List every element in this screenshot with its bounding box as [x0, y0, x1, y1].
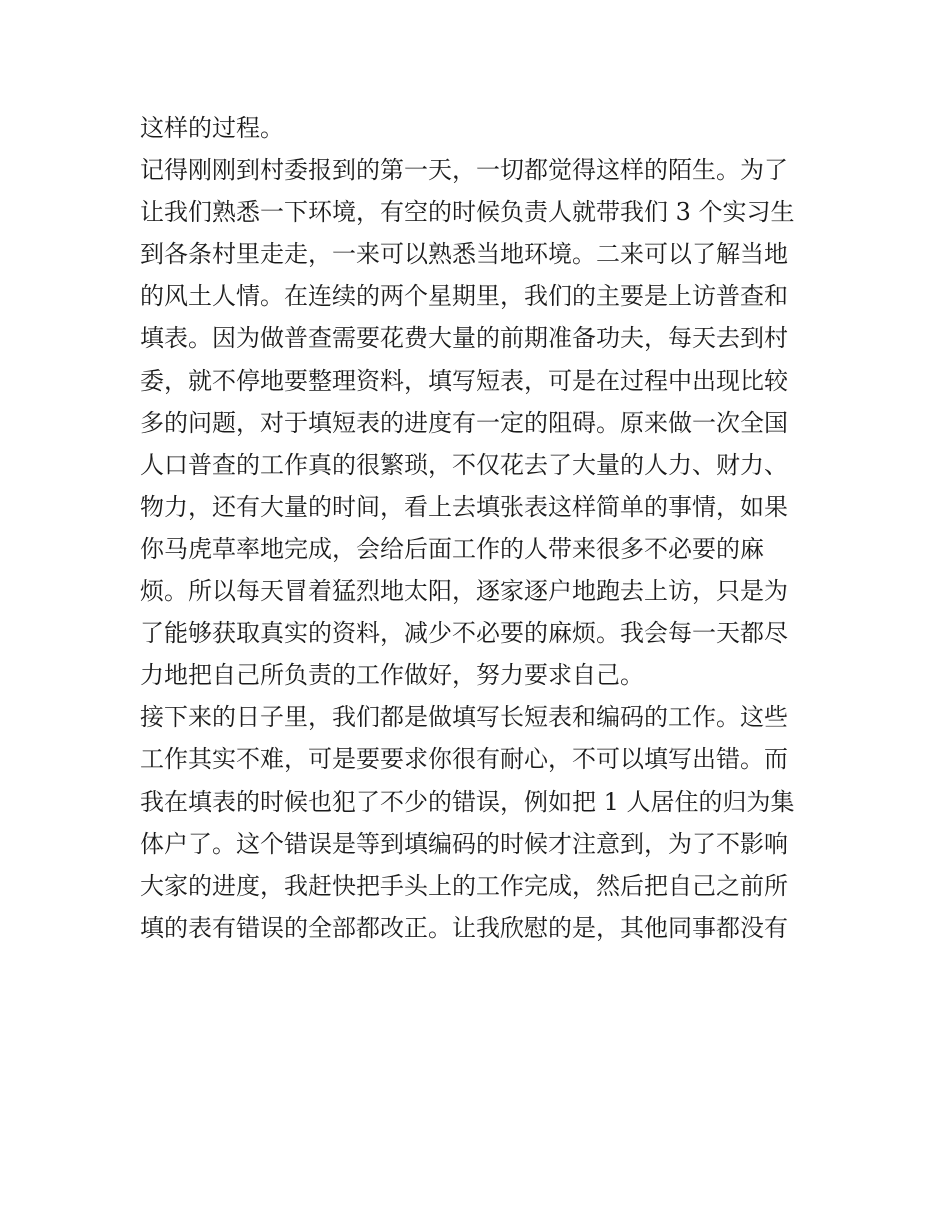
text-line: 烦。所以每天冒着猛烈地太阳，逐家逐户地跑去上访，只是为	[140, 577, 788, 606]
text-line: 力地把自己所负责的工作做好，努力要求自己。	[140, 661, 644, 690]
text-line: 填的表有错误的全部都改正。让我欣慰的是，其他同事都没有	[140, 913, 788, 942]
body-text	[140, 107, 820, 949]
text-line: 填表。因为做普查需要花费大量的前期准备功夫，每天去到村	[140, 324, 788, 353]
text-line: 记得刚刚到村委报到的第一天，一切都觉得这样的陌生。为了	[140, 156, 788, 185]
text-line: 工作其实不难，可是要要求你很有耐心，不可以填写出错。而	[140, 745, 788, 774]
text-line: 接下来的日子里，我们都是做填写长短表和编码的工作。这些	[140, 703, 788, 732]
text-line: 了能够获取真实的资料，减少不必要的麻烦。我会每一天都尽	[140, 619, 788, 648]
text-line: 的风土人情。在连续的两个星期里，我们的主要是上访普查和	[140, 282, 788, 311]
text-line: 你马虎草率地完成，会给后面工作的人带来很多不必要的麻	[140, 534, 764, 563]
text-line: 到各条村里走走，一来可以熟悉当地环境。二来可以了解当地	[140, 240, 788, 269]
text-line: 人口普查的工作真的很繁琐，不仅花去了大量的人力、财力、	[140, 450, 788, 479]
text-line: 让我们熟悉一下环境，有空的时候负责人就带我们 3 个实习生	[140, 198, 795, 227]
text-line: 委，就不停地要整理资料，填写短表，可是在过程中出现比较	[140, 366, 788, 395]
text-line: 我在填表的时候也犯了不少的错误，例如把 1 人居住的归为集	[140, 787, 795, 816]
text-line: 这样的过程。	[140, 114, 284, 142]
text-line: 大家的进度，我赶快把手头上的工作完成，然后把自己之前所	[140, 871, 788, 900]
text-line: 体户了。这个错误是等到填编码的时候才注意到，为了不影响	[140, 829, 788, 858]
text-line: 物力，还有大量的时间，看上去填张表这样简单的事情，如果	[140, 492, 788, 521]
text-line: 多的问题，对于填短表的进度有一定的阻碍。原来做一次全国	[140, 408, 788, 437]
